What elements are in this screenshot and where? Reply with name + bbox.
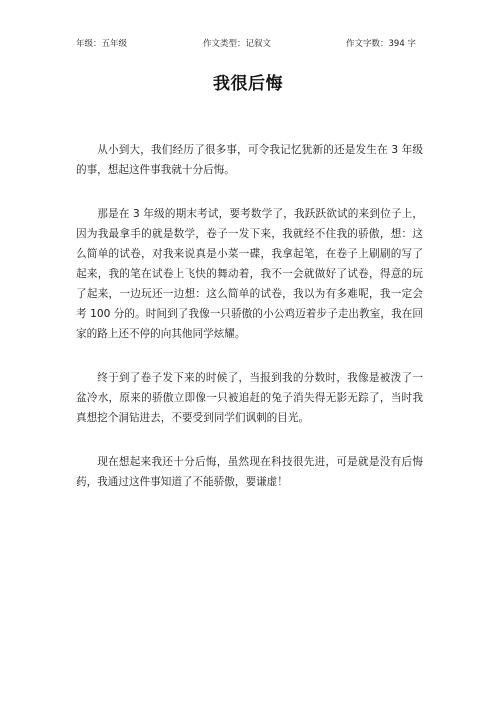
grade-label: 年级：五年级 [76,39,128,49]
essay-type-label: 作文类型：记叙文 [203,39,272,49]
essay-body [76,140,423,516]
paragraph-4: 现在想起来我还十分后悔，虽然现在科技很先进，可是就是没有后悔药，我通过这件事知道了不能骄傲，要谦虚！ [76,456,423,488]
essay-title: 我很后悔 [213,74,283,94]
paragraph-2: 那是在 3 年级的期末考试，要考数学了，我跃跃欲试的来到位子上，因为我最拿手的就是数学，卷子一发下来，我就经不住我的骄傲，想：这么简单的试卷，对我来说真是小菜一碟，我拿起笔，在卷子上刷刷的写了起来，我的笔在试卷上飞快的舞动着，我不一会就做好了试卷，得意的玩了起来，一边玩还一边想：这么简单的试卷，我以为有多难呢，我一定会考 100 分的。时间到了我像一只骄傲的小公鸡迈着步子走出教室，我在回家的路上还不停的向其他同学炫耀。 [76,208,423,340]
word-count-label: 作文字数：394 字 [346,39,416,49]
paragraph-1: 从小到大，我们经历了很多事，可令我记忆犹新的还是发生在 3 年级的事，想起这件事我就十分后悔。 [76,144,423,176]
essay-meta-header [0,37,496,51]
paragraph-3: 终于到了卷子发下来的时候了，当报到我的分数时，我像是被泼了一盆冷水，原来的骄傲立即像一只被追赶的兔子消失得无影无踪了，当时我真想挖个洞钻进去，不要受到同学们讽刺的目光。 [76,372,423,424]
